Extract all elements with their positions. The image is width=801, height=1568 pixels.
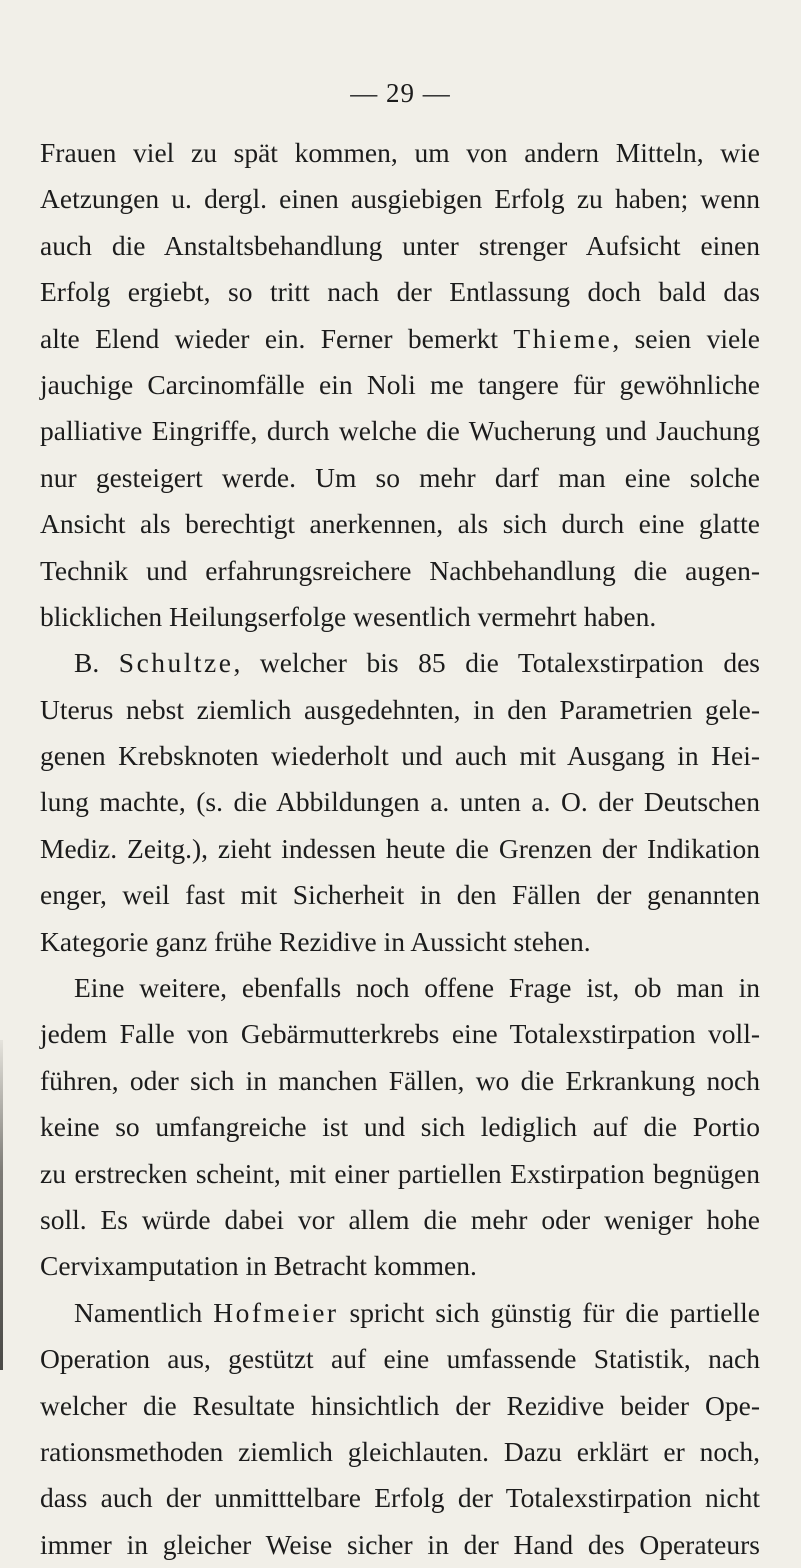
text-line: soll. Es würde dabei vor allem die mehr oder weniger hohe (40, 1203, 760, 1235)
text-line: Operation aus, gestützt auf eine umfassende Statistik, nach (40, 1343, 760, 1375)
text-line: genen Krebsknoten wiederholt und auch mit Ausgang in Hei- (40, 740, 760, 772)
author-name: Thieme (513, 322, 613, 354)
text-line: alte Elend wieder ein. Ferner bemerkt Thieme, seien viele (40, 322, 761, 354)
text-line: enger, weil fast mit Sicherheit in den Fällen der genannten (40, 879, 760, 911)
text-line: blicklichen Heilungserfolge wesentlich vermehrt haben. (40, 600, 657, 632)
text-line: Namentlich Hofmeier spricht sich günstig für die partielle (74, 1296, 760, 1328)
author-name: Schultze (118, 647, 234, 679)
text-line: Kategorie ganz frühe Rezidive in Aussicht stehen. (40, 925, 591, 957)
text-line: Aetzungen u. dergl. einen ausgiebigen Erfolg zu haben; wenn (40, 183, 760, 215)
text-line: jauchige Carcinomfälle ein Noli me tangere für gewöhnliche (40, 368, 760, 400)
text-line: zu erstrecken scheint, mit einer partiellen Exstirpation begnügen (40, 1157, 760, 1189)
text-line: Erfolg ergiebt, so tritt nach der Entlassung doch bald das (40, 276, 760, 308)
text-line: jedem Falle von Gebärmutterkrebs eine Totalexstirpation voll- (40, 1018, 760, 1050)
page-number: — 29 — (350, 78, 451, 108)
text-line: Frauen viel zu spät kommen, um von andern Mitteln, wie (40, 137, 760, 168)
text-line: auch die Anstaltsbehandlung unter strenger Aufsicht einen (40, 229, 760, 261)
text-line: keine so umfangreiche ist und sich lediglich auf die Portio (40, 1111, 760, 1143)
page-edge-shadow (0, 1040, 3, 1370)
author-name: Hofmeier (213, 1296, 339, 1328)
text-line: Uterus nebst ziemlich ausgedehnten, in den Parametrien gele- (40, 693, 760, 725)
text-line: palliative Eingriffe, durch welche die Wucherung und Jauchung (40, 415, 760, 447)
text-line: Eine weitere, ebenfalls noch offene Frage ist, ob man in (74, 972, 760, 1004)
text-line: Cervixamputation in Betracht kommen. (40, 1250, 477, 1282)
text-line: immer in gleicher Weise sicher in der Hand des Operateurs (40, 1528, 760, 1560)
text-line: welcher die Resultate hinsichtlich der Rezidive beider Ope- (40, 1389, 760, 1421)
text-line: Technik und erfahrungsreichere Nachbehandlung die augen- (40, 554, 760, 586)
body-text (40, 130, 760, 1568)
text-line: Mediz. Zeitg.), zieht indessen heute die Grenzen der Indikation (40, 832, 760, 864)
text-line: rationsmethoden ziemlich gleichlauten. Dazu erklärt er noch, (40, 1435, 760, 1467)
text-line: dass auch der unmitttelbare Erfolg der Totalexstirpation nicht (40, 1482, 760, 1514)
text-line: führen, oder sich in manchen Fällen, wo die Erkrankung noch (40, 1064, 760, 1096)
text-line: Ansicht als berechtigt anerkennen, als sich durch eine glatte (40, 508, 760, 540)
text-line: nur gesteigert werde. Um so mehr darf man eine solche (40, 461, 760, 493)
text-line: B. Schultze, welcher bis 85 die Totalexstirpation des (74, 647, 761, 679)
text-line: lung machte, (s. die Abbildungen a. unten a. O. der Deutschen (40, 786, 760, 818)
